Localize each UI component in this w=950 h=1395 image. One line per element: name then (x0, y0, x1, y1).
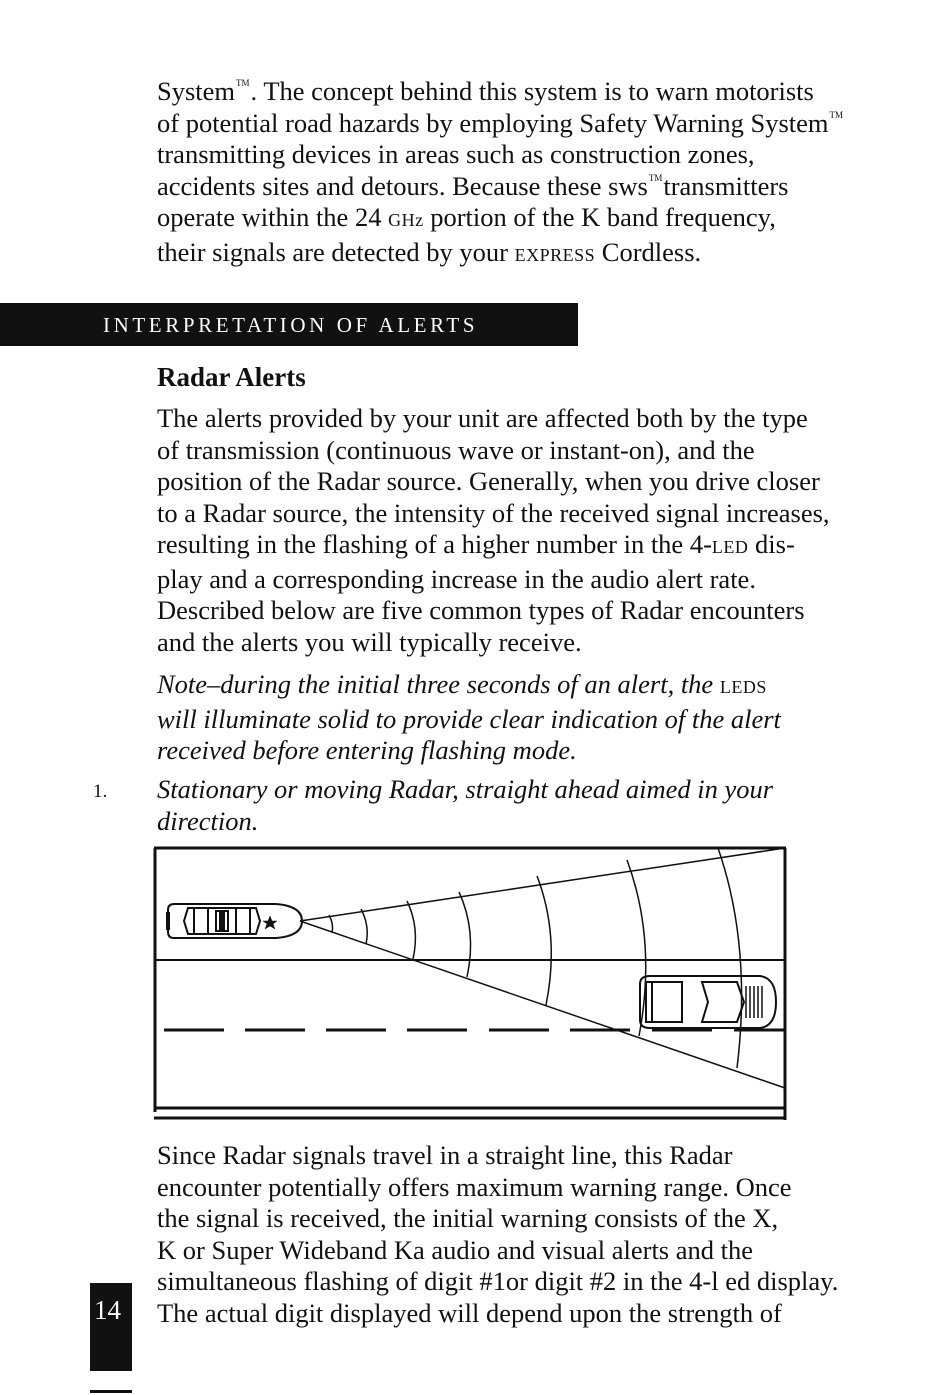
section-title-bar (0, 303, 578, 346)
police-car-icon (168, 904, 302, 938)
list-item-line: Stationary or moving Radar, straight ahead aimed in your (157, 774, 774, 804)
intro-line-2: of potential road hazards by employing Safety Warning System™ (157, 107, 844, 138)
paragraph-line: simultaneous flashing of digit #1or digit #2 in the 4-l ed display. (157, 1266, 839, 1296)
radar-encounter-diagram (152, 846, 788, 1122)
radar-alerts-paragraph (157, 403, 877, 658)
section-title: INTERPRETATION OF ALERTS (103, 313, 479, 337)
intro-line-1: System™. The concept behind this system is to warn motorists (157, 76, 814, 106)
list-item-line: direction. (157, 805, 259, 836)
paragraph-line: of transmission (continuous wave or instant-on), and the (157, 434, 755, 465)
note-line: Note–during the initial three seconds of an alert, the LEDS (157, 669, 767, 699)
intro-line-6: their signals are detected by your EXPRESS Cordless. (157, 236, 702, 267)
paragraph-line: position of the Radar source. Generally, when you drive closer (157, 466, 820, 496)
note-line: received before entering flashing mode. (157, 735, 577, 765)
note-paragraph (157, 669, 877, 767)
radar-alerts-heading: Radar Alerts (157, 362, 306, 392)
page-number-tab (90, 1283, 132, 1371)
road-border (154, 848, 786, 1120)
paragraph-line: to a Radar source, the intensity of the received signal increases, (157, 497, 830, 528)
paragraph-line: encounter potentially offers maximum warning range. Once (157, 1171, 792, 1202)
list-item-number: 1. (93, 781, 108, 802)
paragraph-line: The alerts provided by your unit are affected both by the type (157, 403, 808, 433)
note-line: will illuminate solid to provide clear indication of the alert (157, 703, 781, 734)
explanation-paragraph (157, 1140, 877, 1329)
paragraph-line: the signal is received, the initial warning consists of the X, (157, 1203, 779, 1233)
intro-paragraph (157, 76, 877, 271)
car-icon (640, 976, 776, 1028)
intro-line-3: transmitting devices in areas such as construction zones, (157, 139, 755, 169)
page-footer-rule (90, 1390, 132, 1393)
paragraph-line: Described below are five common types of Radar encounters (157, 595, 805, 625)
list-item-text (157, 774, 877, 837)
paragraph-line: The actual digit displayed will depend upon the strength of (157, 1297, 782, 1328)
radar-beam (300, 848, 785, 1088)
paragraph-line: Since Radar signals travel in a straight line, this Radar (157, 1140, 733, 1170)
intro-line-4: accidents sites and detours. Because these sws™transmitters (157, 170, 789, 201)
paragraph-line: K or Super Wideband Ka audio and visual alerts and the (157, 1234, 754, 1265)
paragraph-line: play and a corresponding increase in the audio alert rate. (157, 563, 756, 594)
paragraph-line: resulting in the flashing of a higher number in the 4-LED dis- (157, 529, 795, 559)
intro-line-5: operate within the 24 GHz portion of the K band frequency, (157, 202, 776, 232)
page-number: 14 (94, 1295, 121, 1325)
paragraph-line: and the alerts you will typically receive. (157, 626, 582, 657)
